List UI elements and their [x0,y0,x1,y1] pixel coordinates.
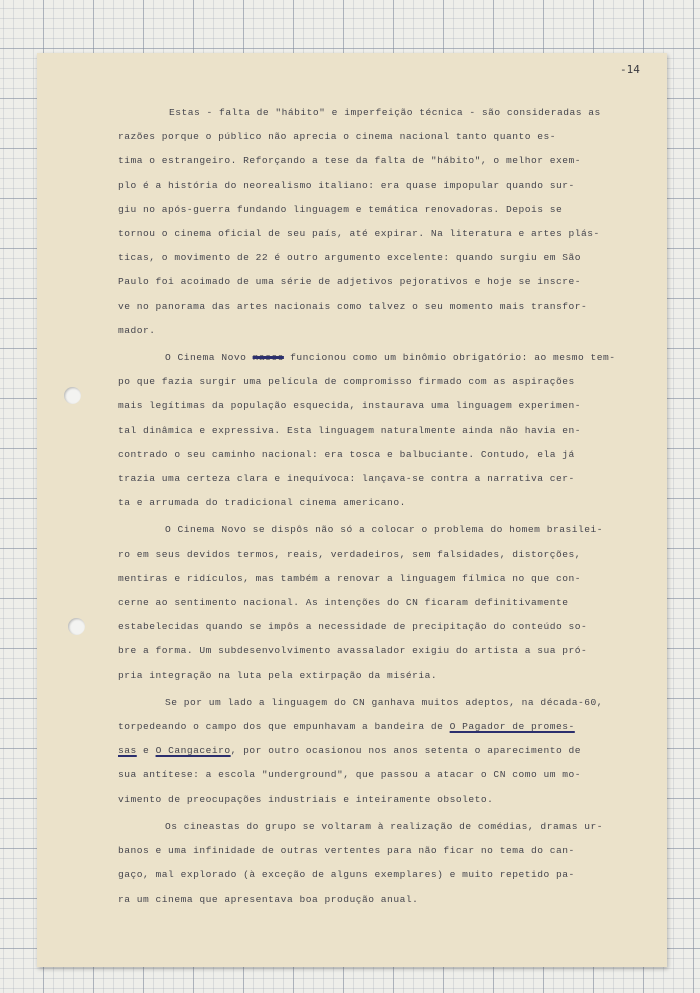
text-segment: gaço, mal explorado (à exceção de alguns exemplares) e muito repetido pa- [118,869,575,881]
text-segment: cerne ao sentimento nacional. As intenções do CN ficaram definitivamente [118,597,569,609]
text-line [118,174,655,198]
page-number: -14 [620,63,640,76]
text-line [118,888,655,912]
text-segment: tornou o cinema oficial de seu país, até expirar. Na literatura e artes plás- [118,228,600,240]
text-segment: torpedeando o campo dos que empunhavam a bandeira de [118,721,450,733]
text-segment: mentiras e ridículos, mas também a renovar a linguagem fílmica no que con- [118,572,582,584]
body-text [118,101,655,912]
text-line [165,518,655,542]
text-line [118,295,655,319]
text-line [118,394,655,418]
text-line [118,863,655,887]
text-segment: ta e arrumada do tradicional cinema americano. [118,497,406,509]
text-segment: ticas, o movimento de 22 é outro argumento excelente: quando surgiu em São [118,252,582,264]
text-line [118,467,655,491]
text-line [118,491,655,515]
text-segment: plo é a história do neorealismo italiano: era quase impopular quando sur- [118,179,575,191]
text-line [165,691,655,715]
text-segment: Estas - falta de "hábito" e imperfeição técnica - são consideradas as [169,107,601,118]
underlined-title: sas [118,745,137,757]
struck-word: nasce [252,352,284,364]
punch-hole [64,387,81,404]
text-line [118,222,655,246]
text-line [118,639,655,663]
text-segment: razões porque o público não aprecia o cinema nacional tanto quanto es- [118,131,557,143]
text-line [118,739,655,763]
text-segment: mais legítimas da população esquecida, instaurava uma linguagem experimen- [118,400,582,412]
text-segment: tal dinâmica e expressiva. Esta linguagem naturalmente ainda não havia en- [118,424,582,436]
text-line [118,567,655,591]
text-segment: e [136,745,156,757]
text-segment: , por outro ocasionou nos anos setenta o aparecimento de [230,745,582,757]
text-line [169,101,655,125]
text-line [118,149,655,173]
text-line [165,346,655,370]
text-segment: vimento de preocupações industriais e inteiramente obsoleto. [118,793,494,805]
text-segment: Paulo foi acoimado de uma série de adjetivos pejorativos e hoje se inscre- [118,276,582,288]
text-segment: O Cinema Novo [165,352,253,364]
text-segment: estabelecidas quando se impôs a necessidade de precipitação do conteúdo so- [118,621,588,633]
text-segment: giu no após-guerra fundando linguagem e temática renovadoras. Depois se [118,203,563,215]
text-segment: contrado o seu caminho nacional: era tosca e balbuciante. Contudo, ela já [118,448,575,460]
text-line [118,591,655,615]
text-line [118,198,655,222]
text-segment: ra um cinema que apresentava boa produção anual. [118,893,419,905]
text-segment: ro em seus devidos termos, reais, verdadeiros, sem falsidades, distorções, [118,548,582,560]
text-segment: mador. [118,324,156,336]
text-line [118,125,655,149]
text-line [118,419,655,443]
text-line [118,615,655,639]
text-line [118,270,655,294]
text-segment: funcionou como um binômio obrigatório: ao mesmo tem- [283,352,616,364]
text-segment: pria integração na luta pela extirpação da miséria. [118,669,438,681]
text-line [165,815,655,839]
underlined-title: O Pagador de promes- [449,721,575,733]
text-segment: ve no panorama das artes nacionais como talvez o seu momento mais transfor- [118,300,588,312]
text-segment: sua antítese: a escola "underground", que passou a atacar o CN como um mo- [118,769,582,781]
text-line [118,443,655,467]
text-line [118,664,655,688]
punch-hole [68,618,85,635]
text-line [118,319,655,343]
text-line [118,543,655,567]
text-line [118,370,655,394]
text-segment: po que fazia surgir uma película de compromisso firmado com as aspirações [118,376,575,388]
text-line [118,788,655,812]
text-line [118,246,655,270]
text-segment: trazia uma certeza clara e inequívoca: lançava-se contra a narrativa cer- [118,473,575,485]
text-line [118,715,655,739]
underlined-title: O Cangaceiro [155,745,231,757]
text-segment: bre a forma. Um subdesenvolvimento avassalador exigiu do artista a sua pró- [118,645,588,657]
text-segment: banos e uma infinidade de outras vertentes para não ficar no tema do can- [118,845,575,857]
text-segment: Os cineastas do grupo se voltaram à realização de comédias, dramas ur- [165,820,604,832]
text-segment: O Cinema Novo se dispôs não só a colocar o problema do homem brasilei- [165,524,604,536]
text-segment: Se por um lado a linguagem do CN ganhava muitos adeptos, na década-60, [165,696,604,708]
text-segment: tima o estrangeiro. Reforçando a tese da falta de "hábito", o melhor exem- [118,155,582,167]
text-line [118,763,655,787]
typewritten-page [37,53,667,967]
text-line [118,839,655,863]
